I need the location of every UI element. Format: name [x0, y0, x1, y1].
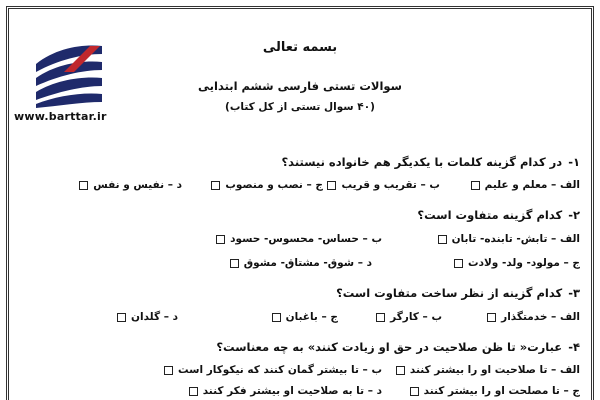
q1-option-d[interactable]: [79, 179, 182, 191]
option-label: الف – معلم و علیم: [484, 179, 580, 191]
question-number: ۱-: [568, 155, 580, 169]
question-1: [282, 155, 581, 169]
checkbox[interactable]: [117, 313, 126, 322]
option-label: الف – خدمتگذار: [501, 311, 580, 323]
checkbox[interactable]: [230, 259, 239, 268]
option-label: الف – تابش- تابنده- تابان: [451, 233, 580, 245]
question-3: [336, 286, 580, 300]
question-text: در کدام گزینه کلمات با یکدیگر هم خانواده نیستند؟: [281, 155, 563, 169]
q3-option-a[interactable]: [487, 311, 580, 323]
checkbox[interactable]: [410, 387, 419, 396]
bismillah-heading: بسمه تعالی: [262, 40, 338, 55]
question-text: کدام گزینه از نظر ساخت متفاوت است؟: [336, 286, 563, 300]
checkbox[interactable]: [211, 181, 220, 190]
page-subtitle: (۴۰ سوال تستی از کل کتاب): [225, 101, 375, 113]
checkbox[interactable]: [376, 313, 385, 322]
checkbox[interactable]: [216, 235, 225, 244]
option-label: ج – تا مصلحت او را بیشتر کنند: [423, 385, 580, 397]
checkbox[interactable]: [164, 366, 173, 375]
checkbox[interactable]: [79, 181, 88, 190]
option-label: د – شوق- مشتاق- مشوق: [243, 257, 372, 269]
q1-option-b[interactable]: [327, 179, 440, 191]
option-label: الف – تا صلاحیت او را بیشتر کنند: [409, 364, 580, 376]
q4-option-d[interactable]: [189, 385, 382, 397]
checkbox[interactable]: [327, 181, 336, 190]
option-label: ب – تقریب و قریب: [341, 179, 440, 191]
checkbox[interactable]: [396, 366, 405, 375]
site-url[interactable]: www.barttar.ir: [14, 110, 107, 123]
option-label: د – گلدان: [131, 311, 178, 323]
q2-option-c[interactable]: [454, 257, 580, 269]
option-label: ج – باغبان: [285, 311, 338, 323]
checkbox[interactable]: [272, 313, 281, 322]
checkbox[interactable]: [189, 387, 198, 396]
q4-option-b[interactable]: [164, 364, 382, 376]
q3-option-b[interactable]: [376, 311, 442, 323]
checkbox[interactable]: [471, 181, 480, 190]
question-4: [216, 340, 580, 354]
page-title: سوالات تستی فارسی ششم ابتدایی: [198, 79, 402, 93]
question-text: کدام گزینه متفاوت است؟: [417, 208, 563, 222]
question-number: ۴-: [568, 340, 580, 354]
option-label: ب – تا بیشتر گمان کنند که نیکوکار است: [178, 364, 382, 376]
option-label: ج – نصب و منصوب: [225, 179, 323, 191]
checkbox[interactable]: [454, 259, 463, 268]
question-number: ۳-: [568, 286, 580, 300]
question-number: ۲-: [568, 208, 580, 222]
q1-option-c[interactable]: [211, 179, 323, 191]
q2-option-d[interactable]: [230, 257, 372, 269]
q2-option-b[interactable]: [216, 233, 382, 245]
option-label: ب – کارگر: [390, 311, 442, 323]
option-label: ب – حساس- محسوس- حسود: [230, 233, 382, 245]
q3-option-c[interactable]: [272, 311, 338, 323]
q4-option-a[interactable]: [396, 364, 580, 376]
checkbox[interactable]: [487, 313, 496, 322]
option-label: د – تا به صلاحیت او بیشتر فکر کنند: [202, 385, 382, 397]
q2-option-a[interactable]: [438, 233, 580, 245]
option-label: ج – مولود- ولد- ولادت: [468, 257, 580, 269]
question-2: [417, 208, 580, 222]
q3-option-d[interactable]: [117, 311, 178, 323]
question-text: عبارت« تا ظن صلاحیت در حق او زیادت کنند» به چه معناست؟: [216, 340, 563, 354]
barttar-logo-icon: [34, 42, 104, 108]
checkbox[interactable]: [438, 235, 447, 244]
q4-option-c[interactable]: [410, 385, 580, 397]
q1-option-a[interactable]: [471, 179, 580, 191]
option-label: د – نفیس و نفس: [93, 179, 182, 191]
